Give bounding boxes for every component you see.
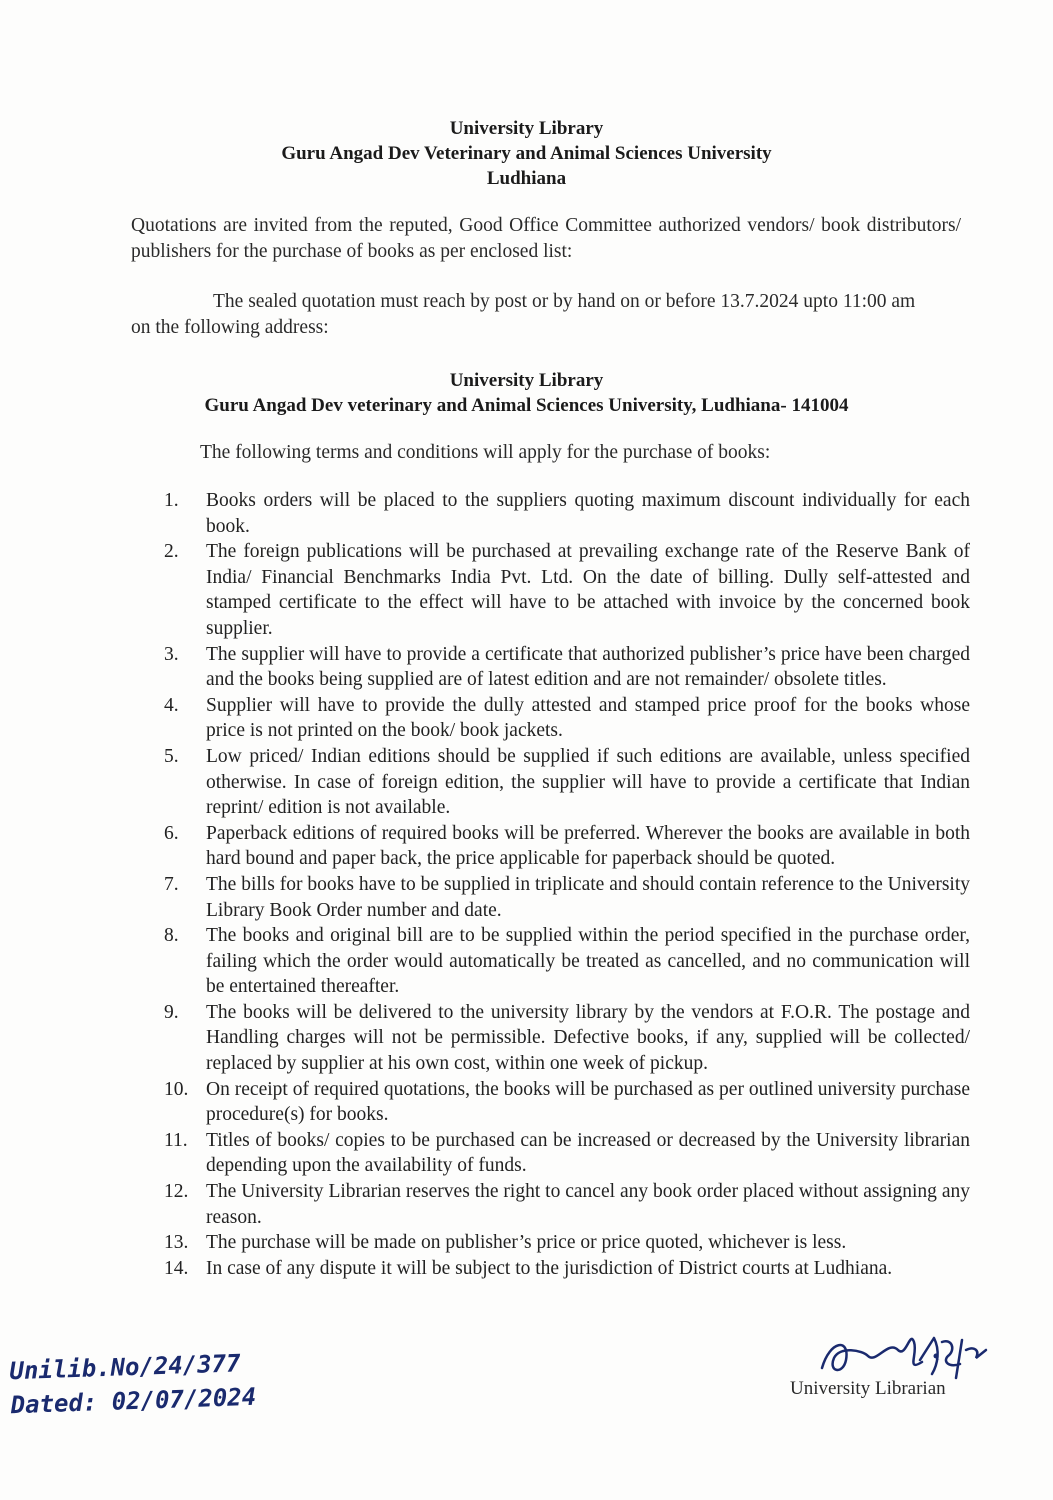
letterhead-line-3: Ludhiana xyxy=(486,168,567,189)
term-text: The supplier will have to provide a certificate that authorized publisher’s price have been charged and the books being supplied are of latest edition and are not remainder/ obsolete titles. xyxy=(206,643,970,691)
signatory-title: University Librarian xyxy=(790,1378,946,1399)
signature-date: 2/7/24 xyxy=(936,1360,940,1361)
term-text: The bills for books have to be supplied in triplicate and should contain reference to the University Library Book Order number and date. xyxy=(206,873,970,921)
list-item xyxy=(160,642,970,693)
letterhead-line-1: University Library xyxy=(449,118,604,139)
term-number: 3. xyxy=(164,643,179,665)
sealed-quotation-paragraph xyxy=(131,289,931,341)
address-line-2: Guru Angad Dev veterinary and Animal Sciences University, Ludhiana- 141004 xyxy=(204,395,849,416)
list-item xyxy=(160,821,970,872)
term-number: 1. xyxy=(164,490,179,511)
term-number: 14. xyxy=(164,1257,189,1279)
list-item xyxy=(160,923,970,1000)
term-number: 11. xyxy=(164,1129,188,1151)
list-item xyxy=(160,744,970,821)
address-line-1: University Library xyxy=(449,370,604,391)
list-item xyxy=(160,1230,970,1256)
list-item xyxy=(160,1000,970,1077)
letterhead-line-2: Guru Angad Dev Veterinary and Animal Sciences University xyxy=(281,143,772,164)
list-item xyxy=(160,693,970,744)
term-number: 7. xyxy=(164,873,179,895)
list-item xyxy=(160,1077,970,1128)
term-text: Supplier will have to provide the dully attested and stamped price proof for the books whose price is not printed on the book/ book jackets. xyxy=(206,694,970,742)
list-item xyxy=(160,1179,970,1230)
handwritten-reference xyxy=(9,1346,257,1423)
term-number: 6. xyxy=(164,822,179,844)
terms-lead: The following terms and conditions will apply for the purchase of books: xyxy=(200,442,771,463)
reference-date: Dated: 02/07/2024 xyxy=(10,1382,257,1420)
address-block xyxy=(0,368,1053,418)
term-number: 5. xyxy=(164,745,179,767)
term-text: Books orders will be placed to the suppliers quoting maximum discount individually for each book. xyxy=(206,490,970,537)
list-item xyxy=(160,1256,970,1282)
list-item xyxy=(160,539,970,641)
term-number: 12. xyxy=(164,1181,189,1203)
term-number: 9. xyxy=(164,1001,179,1023)
term-text: The foreign publications will be purchased at prevailing exchange rate of the Reserve Bank of India/ Financial Benchmarks India Pvt. Ltd. On the date of billing. Dully self-attested and stamped certificate to the effect will have to be attached with invoice by the concerned book supplier. xyxy=(206,541,970,639)
letterhead xyxy=(0,116,1053,191)
term-text: The purchase will be made on publisher’s price or price quoted, whichever is less. xyxy=(206,1232,847,1254)
term-number: 4. xyxy=(164,694,179,716)
term-text: Paperback editions of required books will be preferred. Wherever the books are available in both hard bound and paper back, the price applicable for paperback should be quoted. xyxy=(206,822,970,870)
term-text: In case of any dispute it will be subject to the jurisdiction of District courts at Ludhiana. xyxy=(206,1257,893,1279)
term-number: 10. xyxy=(164,1078,189,1100)
term-number: 2. xyxy=(164,541,179,563)
term-number: 13. xyxy=(164,1232,189,1254)
term-text: Titles of books/ copies to be purchased can be increased or decreased by the University librarian depending upon the availability of funds. xyxy=(206,1129,970,1177)
list-item xyxy=(160,872,970,923)
term-number: 8. xyxy=(164,925,179,947)
term-text: The books and original bill are to be supplied within the period specified in the purchase order, failing which the order would automatically be treated as cancelled, and no communication will be entertained thereafter. xyxy=(206,925,970,998)
list-item xyxy=(160,1128,970,1179)
sealed-quotation-text: The sealed quotation must reach by post or by hand on or before 13.7.2024 upto 11:00 am on the following address: xyxy=(131,291,916,338)
reference-number: Unilib.No/24/377 xyxy=(8,1349,242,1386)
list-item xyxy=(160,488,970,539)
term-text: On receipt of required quotations, the books will be purchased as per outlined university purchase procedure(s) for books. xyxy=(206,1078,970,1126)
term-text: The books will be delivered to the university library by the vendors at F.O.R. The postage and Handling charges will not be permissible. Defective books, if any, supplied will be collected/ replaced by supplier at his own cost, within one week of pickup. xyxy=(206,1001,970,1075)
term-text: Low priced/ Indian editions should be supplied if such editions are available, unless specified otherwise. In case of foreign edition, the supplier will have to provide a certificate that Indian reprint/ edition is not available. xyxy=(206,745,970,819)
term-text: The University Librarian reserves the right to cancel any book order placed without assigning any reason. xyxy=(206,1181,970,1228)
intro-paragraph: Quotations are invited from the reputed, Good Office Committee authorized vendors/ book distributors/ publishers for the purchase of books as per enclosed list: xyxy=(131,215,961,262)
terms-list xyxy=(160,488,970,1281)
